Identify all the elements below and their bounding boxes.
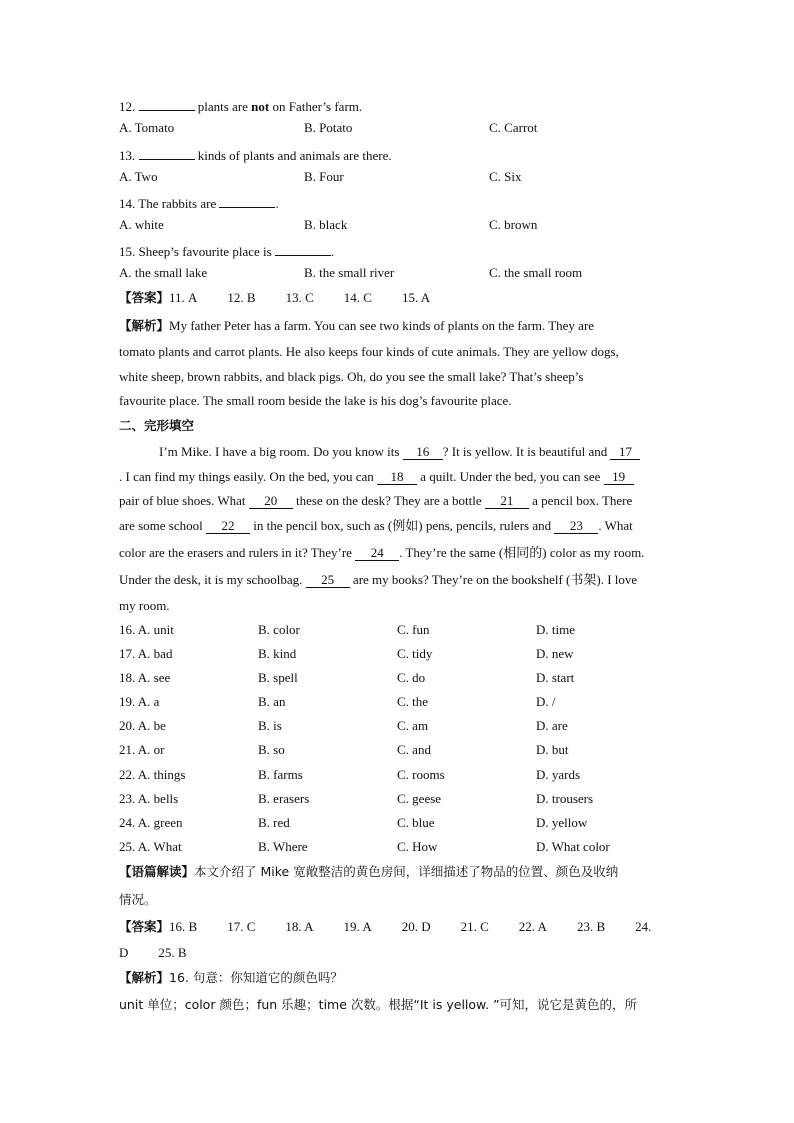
- q13-option-c: C. Six: [489, 169, 522, 184]
- q14-option-a: A. white: [119, 217, 164, 232]
- choice-22-a: 22. A. things: [119, 767, 186, 782]
- q12-bold-not: not: [251, 99, 270, 114]
- q15-option-a: A. the small lake: [119, 265, 208, 280]
- blank-21: 21: [485, 494, 529, 509]
- q13-option-b: B. Four: [304, 169, 344, 184]
- reading-line-2: 情况。: [119, 892, 157, 907]
- q14-option-c: C. brown: [489, 217, 538, 232]
- passage-line-5: color are the erasers and rulers in it? They’re 24 . They’re the same (相同的) color as my room.: [119, 545, 645, 560]
- answer-tag: 【答案】: [119, 290, 170, 305]
- blank-18: 18: [377, 470, 417, 485]
- q13-option-a: A. Two: [119, 169, 158, 184]
- choice-19-d: D. /: [536, 694, 556, 709]
- choice-21-d: D. but: [536, 742, 569, 757]
- passage-line-1: I’m Mike. I have a big room. Do you know its 16 ? It is yellow. It is beautiful and 17: [159, 444, 640, 460]
- blank-20: 20: [249, 494, 293, 509]
- answer-line-2-cont: D 25. B: [119, 945, 187, 960]
- passage-line-4: are some school 22 in the pencil box, such as (例如) pens, pencils, rulers and 23 . What: [119, 518, 633, 533]
- passage-line-3: pair of blue shoes. What 20 these on the desk? They are a bottle 21 a pencil box. There: [119, 493, 633, 508]
- blank-23: 23: [554, 519, 598, 534]
- q12-option-b: B. Potato: [304, 120, 353, 135]
- choice-22-d: D. yards: [536, 767, 581, 782]
- question-13: 13. kinds of plants and animals are there.: [119, 145, 392, 164]
- passage-line-2: . I can find my things easily. On the bed, you can 18 a quilt. Under the bed, you can see 19: [119, 469, 634, 485]
- choice-16-a: 16. A. unit: [119, 622, 174, 637]
- q15-blank: [275, 241, 331, 256]
- section-2-title: 二、完形填空: [119, 418, 195, 433]
- choice-23-a: 23. A. bells: [119, 791, 179, 806]
- choice-20-a: 20. A. be: [119, 718, 166, 733]
- choice-24-d: D. yellow: [536, 815, 588, 830]
- choice-18-c: C. do: [397, 670, 426, 685]
- q12-number: 12.: [119, 99, 139, 114]
- choice-20-d: D. are: [536, 718, 568, 733]
- analysis-tag: 【解析】: [119, 318, 170, 333]
- analysis-1-line-1: 【解析】My father Peter has a farm. You can see two kinds of plants on the farm. They are: [119, 318, 595, 333]
- analysis-1-line-4: favourite place. The small room beside the lake is his dog’s favourite place.: [119, 393, 512, 408]
- choice-25-c: C. How: [397, 839, 438, 854]
- choice-18-b: B. spell: [258, 670, 298, 685]
- choice-16-d: D. time: [536, 622, 575, 637]
- analysis-1-line-2: tomato plants and carrot plants. He also keeps four kinds of cute animals. They are yellow dogs,: [119, 344, 619, 359]
- choice-21-b: B. so: [258, 742, 285, 757]
- passage-line-7: my room.: [119, 598, 170, 613]
- blank-24: 24: [355, 546, 399, 561]
- choice-21-c: C. and: [397, 742, 431, 757]
- choice-20-b: B. is: [258, 718, 282, 733]
- q14-blank: [219, 193, 275, 208]
- question-14: 14. The rabbits are .: [119, 193, 279, 212]
- q15-option-c: C. the small room: [489, 265, 583, 280]
- choice-24-c: C. blue: [397, 815, 435, 830]
- choice-17-d: D. new: [536, 646, 574, 661]
- choice-19-b: B. an: [258, 694, 286, 709]
- blank-22: 22: [206, 519, 250, 534]
- choice-21-a: 21. A. or: [119, 742, 165, 757]
- choice-16-b: B. color: [258, 622, 300, 637]
- choice-17-c: C. tidy: [397, 646, 433, 661]
- q12-option-a: A. Tomato: [119, 120, 175, 135]
- choice-24-b: B. red: [258, 815, 290, 830]
- choice-19-a: 19. A. a: [119, 694, 160, 709]
- choice-24-a: 24. A. green: [119, 815, 183, 830]
- blank-25: 25: [306, 573, 350, 588]
- q14-option-b: B. black: [304, 217, 348, 232]
- choice-25-b: B. Where: [258, 839, 308, 854]
- blank-17: 17: [610, 445, 640, 460]
- passage-line-6: Under the desk, it is my schoolbag. 25 are my books? They’re on the bookshelf (书架). I love: [119, 572, 638, 587]
- analysis-2-line-1: 【解析】16. 句意：你知道它的颜色吗？: [119, 970, 343, 985]
- choice-22-c: C. rooms: [397, 767, 445, 782]
- choice-23-c: C. geese: [397, 791, 442, 806]
- choice-25-a: 25. A. What: [119, 839, 182, 854]
- q13-blank: [139, 145, 195, 160]
- question-15: 15. Sheep’s favourite place is .: [119, 241, 334, 260]
- choice-23-b: B. erasers: [258, 791, 310, 806]
- choice-16-c: C. fun: [397, 622, 430, 637]
- reading-line-1: 【语篇解读】本文介绍了 Mike 宽敞整洁的黄色房间，详细描述了物品的位置、颜色及收纳: [119, 864, 619, 879]
- answer-line-1: 【答案】11. A 12. B 13. C 14. C 15. A: [119, 290, 431, 305]
- analysis-1-line-3: white sheep, brown rabbits, and black pigs. Oh, do you see the small lake? That’s sheep’s: [119, 369, 584, 384]
- question-12: 12. plants are not on Father’s farm.: [119, 96, 362, 115]
- choice-18-a: 18. A. see: [119, 670, 171, 685]
- choice-17-b: B. kind: [258, 646, 297, 661]
- q15-option-b: B. the small river: [304, 265, 395, 280]
- q12-blank: [139, 96, 195, 111]
- choice-19-c: C. the: [397, 694, 429, 709]
- choice-20-c: C. am: [397, 718, 429, 733]
- reading-tag: 【语篇解读】: [119, 864, 195, 879]
- choice-18-d: D. start: [536, 670, 575, 685]
- blank-19: 19: [604, 470, 634, 485]
- choice-23-d: D. trousers: [536, 791, 594, 806]
- choice-22-b: B. farms: [258, 767, 303, 782]
- blank-16: 16: [403, 445, 443, 460]
- choice-25-d: D. What color: [536, 839, 610, 854]
- choice-17-a: 17. A. bad: [119, 646, 173, 661]
- answer-line-2: 【答案】16. B 17. C 18. A 19. A 20. D 21. C 22. A 23. B 24.: [119, 919, 652, 934]
- analysis-2-line-2: unit 单位；color 颜色；fun 乐趣；time 次数。根据“It is yellow. ”可知，说它是黄色的，所: [119, 997, 638, 1012]
- q12-option-c: C. Carrot: [489, 120, 538, 135]
